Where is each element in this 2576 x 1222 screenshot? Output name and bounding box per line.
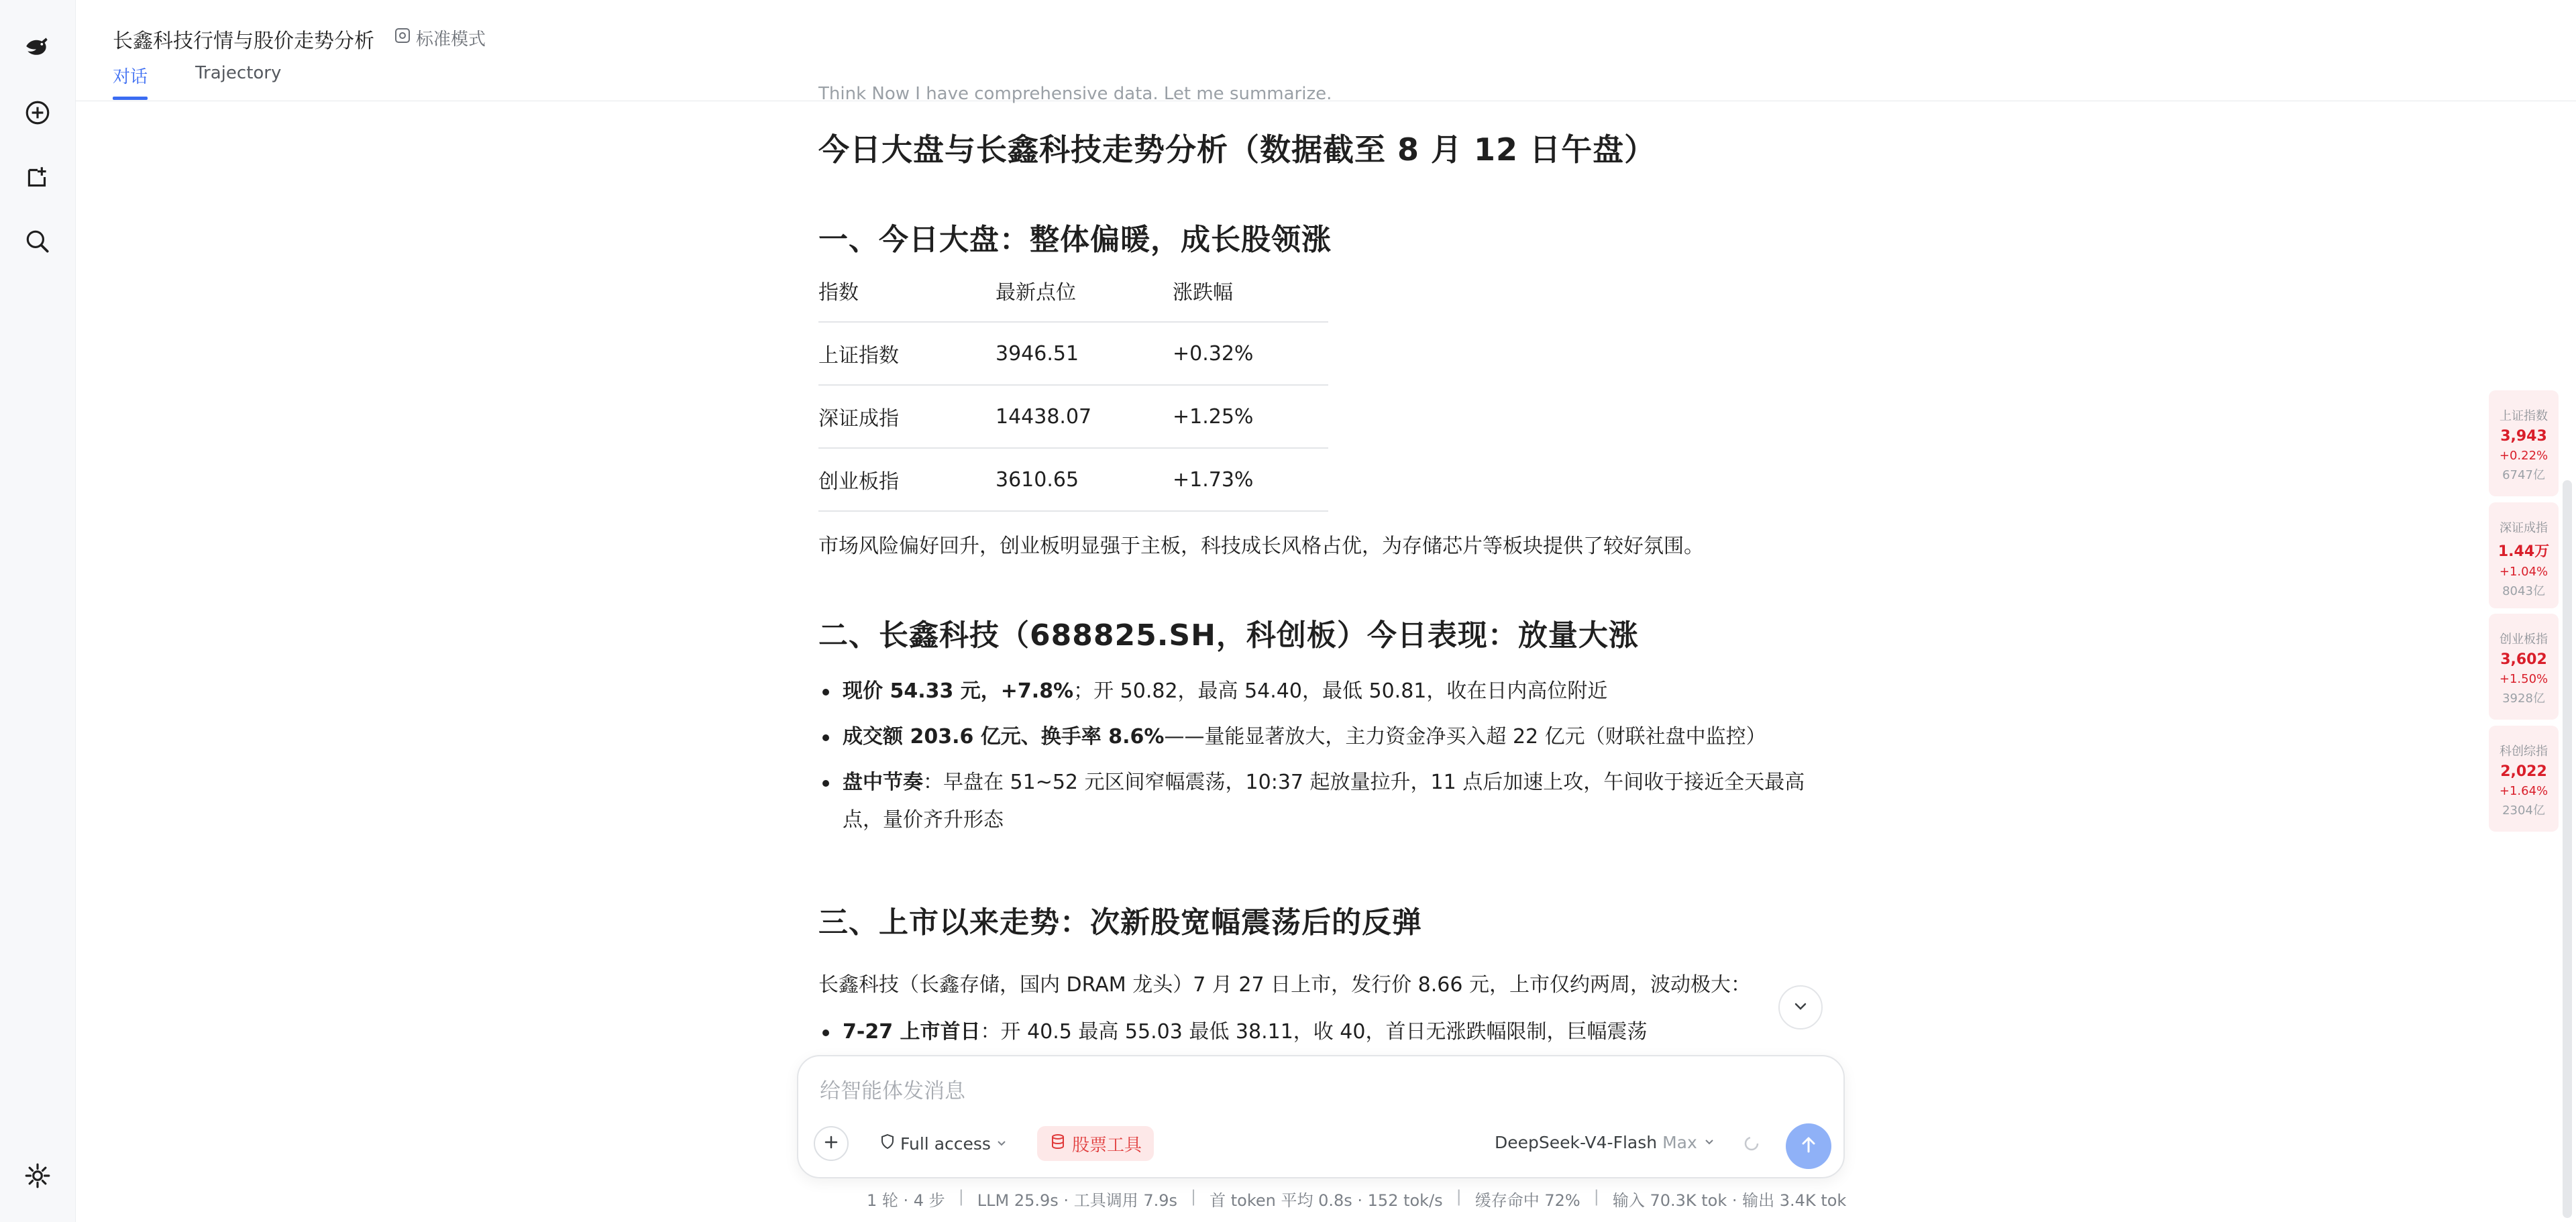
- scroll-to-bottom-button[interactable]: [1778, 985, 1823, 1030]
- section-1-title: 一、今日大盘：整体偏暖，成长股领涨: [818, 223, 1332, 257]
- shield-icon: [879, 1133, 896, 1154]
- access-level-label: Full access: [900, 1133, 991, 1154]
- stat-token-speed: 首 token 平均 0.8s · 152 tok/s: [1210, 1191, 1443, 1210]
- table-header-cell: 涨跌幅: [1173, 260, 1328, 322]
- bullet-text: ——量能显著放大，主力资金净买入超 22 亿元（财联社盘中监控）: [1164, 725, 1766, 748]
- bullet-dot: [822, 689, 829, 696]
- attach-button[interactable]: [814, 1126, 849, 1161]
- bullet-dot: [822, 780, 829, 787]
- list-item: [818, 718, 1838, 756]
- index-ticker-chinext[interactable]: [2489, 614, 2559, 720]
- message-input[interactable]: 给智能体发消息: [820, 1079, 965, 1103]
- table-row: [818, 322, 1328, 385]
- message-scroll-area[interactable]: [76, 84, 2576, 1055]
- ticker-name: 深证成指: [2500, 521, 2548, 535]
- ticker-value: 3,943: [2500, 428, 2547, 445]
- table-row: [818, 448, 1328, 511]
- think-summary[interactable]: Think Now I have comprehensive data. Let me summarize.: [818, 84, 1332, 104]
- ticker-change: +1.64%: [2499, 784, 2548, 798]
- list-item: [818, 764, 1838, 839]
- bullet-text: ；开 50.82，最高 54.40，最低 50.81，收在日内高位附近: [1073, 679, 1608, 703]
- tab-chat[interactable]: 对话: [113, 67, 148, 87]
- tab-trajectory[interactable]: Trajectory: [195, 63, 282, 83]
- model-selector[interactable]: [1495, 1133, 1716, 1152]
- new-chat-icon[interactable]: [19, 95, 56, 131]
- index-ticker-star[interactable]: [2489, 726, 2559, 832]
- table-cell: +1.25%: [1173, 385, 1328, 448]
- market-commentary: 市场风险偏好回升，创业板明显强于主板，科技成长风格占优，为存储芯片等板块提供了较好氛围。: [818, 535, 1704, 558]
- ticker-name: 创业板指: [2500, 632, 2548, 647]
- mode-icon: [393, 26, 412, 50]
- report-title: 今日大盘与长鑫科技走势分析（数据截至 8 月 12 日午盘）: [818, 131, 1656, 168]
- active-tab-indicator: [113, 97, 148, 100]
- ticker-name: 科创综指: [2500, 744, 2548, 759]
- list-item: [818, 673, 1838, 710]
- table-cell: 3610.65: [996, 448, 1173, 511]
- stat-llm-time: LLM 25.9s · 工具调用 7.9s: [977, 1191, 1177, 1210]
- send-button[interactable]: [1786, 1123, 1831, 1169]
- bullet-text: ：开 40.5 最高 55.03 最低 38.11，收 40，首日无涨跌幅限制，巨幅震荡: [980, 1020, 1648, 1044]
- bullet-dot: [822, 734, 829, 741]
- ticker-amount: 6747亿: [2502, 468, 2545, 482]
- ticker-change: +1.04%: [2499, 565, 2548, 579]
- table-header-cell: 最新点位: [996, 260, 1173, 322]
- ticker-value: 1.44万: [2498, 543, 2550, 560]
- page-scrollbar[interactable]: [2563, 480, 2572, 1218]
- search-icon[interactable]: [19, 223, 56, 260]
- index-ticker-shanghai[interactable]: [2489, 390, 2559, 496]
- bullet-bold: 现价 54.33 元，+7.8%: [843, 679, 1074, 703]
- stat-cache-hit: 缓存命中 72%: [1474, 1191, 1580, 1210]
- section-3-title: 三、上市以来走势：次新股宽幅震荡后的反弹: [818, 905, 1422, 940]
- ticker-change: +1.50%: [2499, 672, 2548, 686]
- index-ticker-shenzhen[interactable]: [2489, 502, 2559, 608]
- bullet-bold: 成交额 203.6 亿元、换手率 8.6%: [843, 725, 1165, 748]
- app-logo-icon[interactable]: [19, 28, 56, 64]
- table-header-cell: 指数: [818, 260, 996, 322]
- conversation-title: 长鑫科技行情与股价走势分析: [113, 30, 374, 53]
- bullet-bold: 7-27 上市首日: [843, 1020, 981, 1044]
- message-composer: [797, 1055, 1845, 1178]
- ticker-change: +0.22%: [2499, 449, 2548, 463]
- stat-rounds: 1 轮 · 4 步: [867, 1191, 945, 1210]
- table-cell: 创业板指: [818, 448, 996, 511]
- table-cell: +1.73%: [1173, 448, 1328, 511]
- run-stats-bar: 1 轮 · 4 步 | LLM 25.9s · 工具调用 7.9s | 首 token 平均 0.8s · 152 tok/s | 缓存命中 72% | 输入 70.3K tok · 输出 3.4K tok: [867, 1187, 1847, 1210]
- loading-spinner-icon: [1743, 1135, 1760, 1152]
- arrow-up-icon: [1798, 1134, 1819, 1158]
- index-table: [818, 260, 1328, 512]
- ticker-amount: 8043亿: [2502, 584, 2545, 598]
- model-name: DeepSeek-V4-Flash: [1495, 1133, 1658, 1152]
- table-header-row: [818, 260, 1328, 322]
- chevron-down-icon: [995, 1134, 1008, 1154]
- list-item: [818, 1013, 1838, 1051]
- ticker-amount: 3928亿: [2502, 691, 2545, 706]
- new-project-icon[interactable]: [19, 159, 56, 195]
- section-2-title: 二、长鑫科技（688825.SH，科创板）今日表现：放量大涨: [818, 618, 1639, 653]
- chevron-down-icon: [1791, 997, 1810, 1018]
- ticker-amount: 2304亿: [2502, 803, 2545, 818]
- stat-token-usage: 输入 70.3K tok · 输出 3.4K tok: [1612, 1191, 1847, 1210]
- ticker-value: 2,022: [2500, 763, 2547, 780]
- bullet-text: ：早盘在 51~52 元区间窄幅震荡，10:37 起放量拉升，11 点后加速上攻，午间收于接近全天最高点，量价齐升形态: [843, 771, 1805, 832]
- ticker-name: 上证指数: [2500, 409, 2548, 423]
- database-icon: [1049, 1133, 1067, 1155]
- bullet-bold: 盘中节奏: [843, 771, 923, 794]
- access-level-dropdown[interactable]: [879, 1133, 1008, 1154]
- chevron-down-icon: [1703, 1133, 1716, 1152]
- plus-icon: [823, 1134, 839, 1153]
- ticker-value: 3,602: [2500, 651, 2547, 668]
- effort-level: Max: [1662, 1133, 1697, 1152]
- table-cell: 14438.07: [996, 385, 1173, 448]
- table-cell: +0.32%: [1173, 322, 1328, 385]
- stock-tool-label: 股票工具: [1072, 1135, 1142, 1156]
- table-cell: 3946.51: [996, 322, 1173, 385]
- mode-label: 标准模式: [416, 30, 486, 50]
- left-sidebar: [0, 0, 76, 1222]
- table-cell: 上证指数: [818, 322, 996, 385]
- mode-selector[interactable]: [393, 25, 486, 50]
- bullet-dot: [822, 1030, 829, 1036]
- table-row: [818, 385, 1328, 448]
- listing-commentary: 长鑫科技（长鑫存储，国内 DRAM 龙头）7 月 27 日上市，发行价 8.66 元，上市仅约两周，波动极大：: [818, 973, 1751, 997]
- table-cell: 深证成指: [818, 385, 996, 448]
- stock-tool-chip[interactable]: [1037, 1126, 1154, 1161]
- settings-gear-icon[interactable]: [19, 1158, 56, 1194]
